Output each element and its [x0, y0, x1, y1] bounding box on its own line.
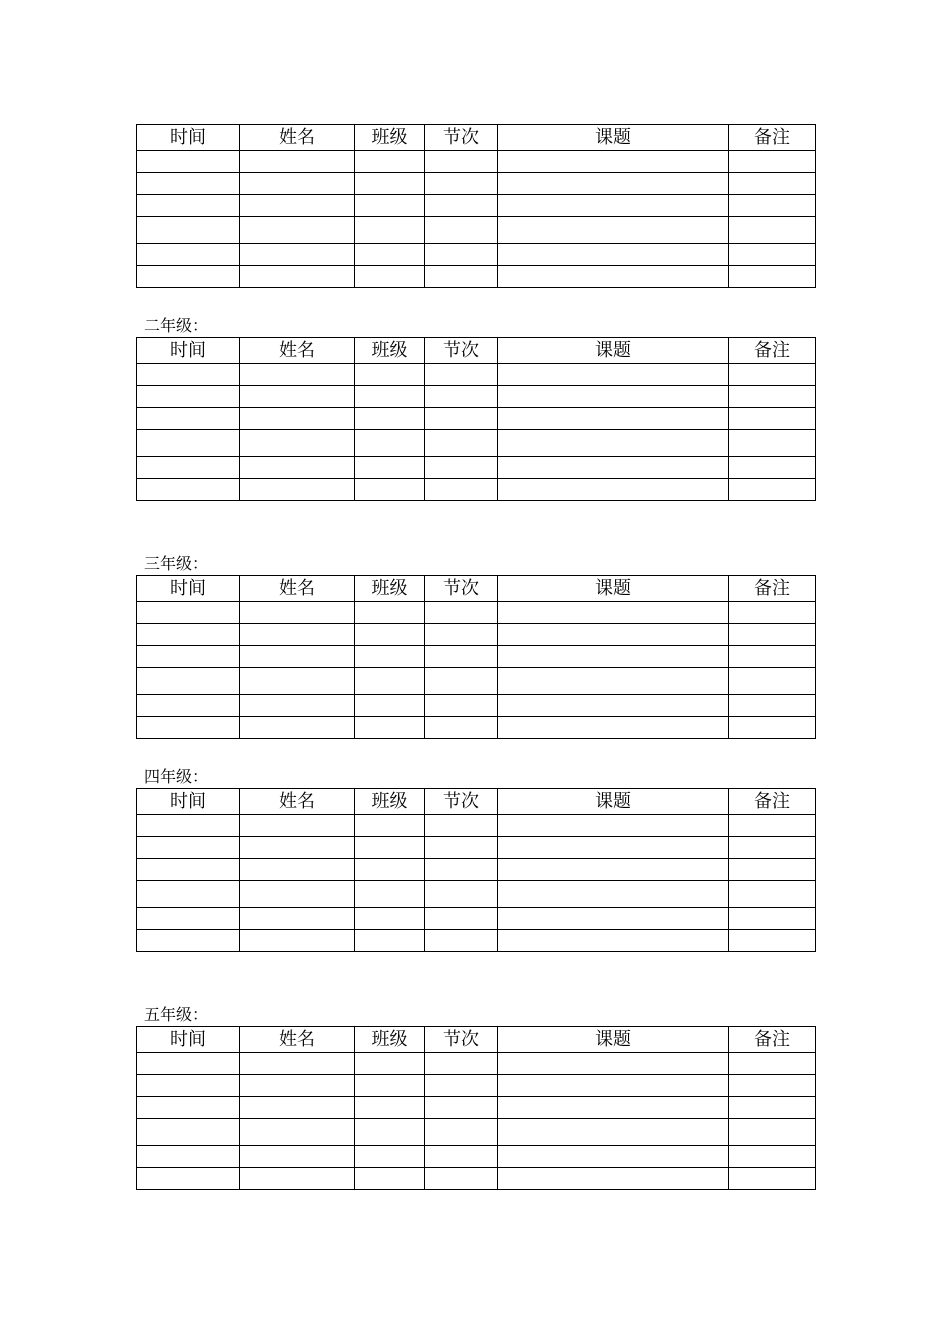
cell-class[interactable]: [355, 1097, 425, 1119]
table-row: [137, 624, 816, 646]
col-header-time: 时间: [137, 338, 240, 364]
cell-topic[interactable]: [498, 479, 729, 501]
cell-class[interactable]: [355, 217, 425, 244]
cell-topic[interactable]: [498, 217, 729, 244]
cell-period[interactable]: [425, 479, 498, 501]
cell-class[interactable]: [355, 837, 425, 859]
cell-class[interactable]: [355, 266, 425, 288]
cell-period[interactable]: [425, 908, 498, 930]
col-header-topic: 课题: [498, 338, 729, 364]
table-row: [137, 1119, 816, 1146]
cell-class[interactable]: [355, 408, 425, 430]
col-header-topic: 课题: [498, 789, 729, 815]
cell-time[interactable]: [137, 1119, 240, 1146]
cell-name[interactable]: [240, 930, 355, 952]
cell-class[interactable]: [355, 646, 425, 668]
cell-topic[interactable]: [498, 695, 729, 717]
cell-remarks[interactable]: [729, 266, 816, 288]
cell-remarks[interactable]: [729, 430, 816, 457]
table-row: [137, 244, 816, 266]
section-label: 五年级：: [144, 1005, 209, 1024]
table-row: [137, 151, 816, 173]
cell-time[interactable]: [137, 364, 240, 386]
col-header-topic: 课题: [498, 125, 729, 151]
cell-period[interactable]: [425, 815, 498, 837]
cell-topic[interactable]: [498, 930, 729, 952]
cell-remarks[interactable]: [729, 881, 816, 908]
cell-class[interactable]: [355, 859, 425, 881]
cell-period[interactable]: [425, 930, 498, 952]
cell-topic[interactable]: [498, 881, 729, 908]
cell-period[interactable]: [425, 408, 498, 430]
cell-topic[interactable]: [498, 859, 729, 881]
cell-time[interactable]: [137, 1075, 240, 1097]
cell-period[interactable]: [425, 457, 498, 479]
cell-period[interactable]: [425, 1053, 498, 1075]
cell-remarks[interactable]: [729, 217, 816, 244]
cell-name[interactable]: [240, 717, 355, 739]
cell-name[interactable]: [240, 408, 355, 430]
cell-name[interactable]: [240, 624, 355, 646]
cell-remarks[interactable]: [729, 1097, 816, 1119]
cell-time[interactable]: [137, 1097, 240, 1119]
col-header-time: 时间: [137, 789, 240, 815]
cell-topic[interactable]: [498, 386, 729, 408]
cell-period[interactable]: [425, 881, 498, 908]
table-row: [137, 195, 816, 217]
cell-period[interactable]: [425, 1146, 498, 1168]
cell-topic[interactable]: [498, 195, 729, 217]
col-header-class: 班级: [355, 789, 425, 815]
cell-remarks[interactable]: [729, 930, 816, 952]
table-row: [137, 815, 816, 837]
cell-name[interactable]: [240, 173, 355, 195]
cell-remarks[interactable]: [729, 717, 816, 739]
header-row: [137, 789, 816, 815]
cell-remarks[interactable]: [729, 173, 816, 195]
cell-topic[interactable]: [498, 151, 729, 173]
col-header-remarks: 备注: [729, 125, 816, 151]
cell-class[interactable]: [355, 624, 425, 646]
cell-topic[interactable]: [498, 815, 729, 837]
cell-topic[interactable]: [498, 717, 729, 739]
cell-time[interactable]: [137, 479, 240, 501]
cell-name[interactable]: [240, 1075, 355, 1097]
col-header-period: 节次: [425, 1027, 498, 1053]
cell-period[interactable]: [425, 1119, 498, 1146]
cell-topic[interactable]: [498, 244, 729, 266]
cell-class[interactable]: [355, 151, 425, 173]
cell-time[interactable]: [137, 668, 240, 695]
cell-topic[interactable]: [498, 408, 729, 430]
col-header-class: 班级: [355, 576, 425, 602]
cell-period[interactable]: [425, 266, 498, 288]
cell-remarks[interactable]: [729, 151, 816, 173]
cell-class[interactable]: [355, 173, 425, 195]
section-label: 三年级：: [144, 554, 209, 573]
table-row: [137, 1075, 816, 1097]
cell-remarks[interactable]: [729, 457, 816, 479]
cell-period[interactable]: [425, 1075, 498, 1097]
table-row: [137, 217, 816, 244]
header-row: [137, 1027, 816, 1053]
cell-period[interactable]: [425, 364, 498, 386]
cell-period[interactable]: [425, 859, 498, 881]
cell-remarks[interactable]: [729, 837, 816, 859]
cell-period[interactable]: [425, 217, 498, 244]
cell-period[interactable]: [425, 695, 498, 717]
table-row: [137, 364, 816, 386]
cell-remarks[interactable]: [729, 859, 816, 881]
col-header-name: 姓名: [240, 338, 355, 364]
cell-name[interactable]: [240, 1053, 355, 1075]
cell-period[interactable]: [425, 1097, 498, 1119]
cell-time[interactable]: [137, 195, 240, 217]
col-header-period: 节次: [425, 338, 498, 364]
cell-period[interactable]: [425, 173, 498, 195]
table-row: [137, 668, 816, 695]
cell-time[interactable]: [137, 624, 240, 646]
cell-name[interactable]: [240, 1119, 355, 1146]
col-header-name: 姓名: [240, 1027, 355, 1053]
cell-period[interactable]: [425, 386, 498, 408]
cell-time[interactable]: [137, 266, 240, 288]
cell-time[interactable]: [137, 859, 240, 881]
cell-remarks[interactable]: [729, 195, 816, 217]
cell-remarks[interactable]: [729, 602, 816, 624]
schedule-table: [136, 575, 816, 739]
cell-name[interactable]: [240, 646, 355, 668]
cell-remarks[interactable]: [729, 624, 816, 646]
col-header-class: 班级: [355, 1027, 425, 1053]
cell-name[interactable]: [240, 668, 355, 695]
cell-name[interactable]: [240, 695, 355, 717]
table-row: [137, 859, 816, 881]
cell-time[interactable]: [137, 244, 240, 266]
cell-class[interactable]: [355, 1146, 425, 1168]
cell-time[interactable]: [137, 1146, 240, 1168]
col-header-period: 节次: [425, 125, 498, 151]
cell-class[interactable]: [355, 930, 425, 952]
cell-period[interactable]: [425, 430, 498, 457]
cell-class[interactable]: [355, 244, 425, 266]
table-row: [137, 717, 816, 739]
col-header-name: 姓名: [240, 125, 355, 151]
cell-topic[interactable]: [498, 1053, 729, 1075]
cell-name[interactable]: [240, 837, 355, 859]
schedule-table: [136, 124, 816, 288]
cell-time[interactable]: [137, 173, 240, 195]
cell-time[interactable]: [137, 1168, 240, 1190]
cell-topic[interactable]: [498, 1119, 729, 1146]
cell-remarks[interactable]: [729, 908, 816, 930]
table-row: [137, 430, 816, 457]
cell-class[interactable]: [355, 815, 425, 837]
col-header-time: 时间: [137, 125, 240, 151]
cell-topic[interactable]: [498, 1146, 729, 1168]
header-row: [137, 338, 816, 364]
cell-name[interactable]: [240, 266, 355, 288]
cell-class[interactable]: [355, 195, 425, 217]
cell-remarks[interactable]: [729, 479, 816, 501]
cell-remarks[interactable]: [729, 1168, 816, 1190]
cell-topic[interactable]: [498, 1097, 729, 1119]
cell-period[interactable]: [425, 837, 498, 859]
schedule-table: [136, 337, 816, 501]
cell-period[interactable]: [425, 668, 498, 695]
cell-name[interactable]: [240, 386, 355, 408]
table-row: [137, 408, 816, 430]
cell-remarks[interactable]: [729, 1075, 816, 1097]
section-label: 四年级：: [144, 767, 209, 786]
col-header-remarks: 备注: [729, 789, 816, 815]
col-header-remarks: 备注: [729, 1027, 816, 1053]
table-row: [137, 646, 816, 668]
cell-period[interactable]: [425, 195, 498, 217]
cell-remarks[interactable]: [729, 1146, 816, 1168]
table-row: [137, 1146, 816, 1168]
cell-name[interactable]: [240, 1146, 355, 1168]
col-header-topic: 课题: [498, 576, 729, 602]
cell-remarks[interactable]: [729, 646, 816, 668]
cell-period[interactable]: [425, 646, 498, 668]
table-row: [137, 266, 816, 288]
col-header-name: 姓名: [240, 789, 355, 815]
cell-time[interactable]: [137, 430, 240, 457]
table-row: [137, 1097, 816, 1119]
cell-class[interactable]: [355, 1168, 425, 1190]
cell-time[interactable]: [137, 217, 240, 244]
cell-class[interactable]: [355, 602, 425, 624]
cell-remarks[interactable]: [729, 1119, 816, 1146]
table-row: [137, 930, 816, 952]
cell-time[interactable]: [137, 1053, 240, 1075]
cell-name[interactable]: [240, 1097, 355, 1119]
table-row: [137, 881, 816, 908]
cell-period[interactable]: [425, 151, 498, 173]
table-row: [137, 479, 816, 501]
table-row: [137, 837, 816, 859]
cell-time[interactable]: [137, 837, 240, 859]
cell-period[interactable]: [425, 1168, 498, 1190]
cell-name[interactable]: [240, 815, 355, 837]
section-label: 二年级：: [144, 316, 209, 335]
table-row: [137, 386, 816, 408]
cell-name[interactable]: [240, 430, 355, 457]
table-row: [137, 695, 816, 717]
cell-time[interactable]: [137, 881, 240, 908]
cell-name[interactable]: [240, 244, 355, 266]
table-row: [137, 173, 816, 195]
table-row: [137, 602, 816, 624]
table-row: [137, 908, 816, 930]
cell-topic[interactable]: [498, 602, 729, 624]
cell-topic[interactable]: [498, 266, 729, 288]
cell-name[interactable]: [240, 859, 355, 881]
cell-class[interactable]: [355, 881, 425, 908]
cell-topic[interactable]: [498, 364, 729, 386]
cell-class[interactable]: [355, 717, 425, 739]
cell-class[interactable]: [355, 364, 425, 386]
col-header-time: 时间: [137, 1027, 240, 1053]
cell-time[interactable]: [137, 386, 240, 408]
cell-topic[interactable]: [498, 430, 729, 457]
cell-name[interactable]: [240, 217, 355, 244]
cell-time[interactable]: [137, 717, 240, 739]
cell-name[interactable]: [240, 457, 355, 479]
cell-name[interactable]: [240, 151, 355, 173]
cell-remarks[interactable]: [729, 244, 816, 266]
col-header-class: 班级: [355, 338, 425, 364]
cell-class[interactable]: [355, 668, 425, 695]
cell-class[interactable]: [355, 1075, 425, 1097]
cell-name[interactable]: [240, 195, 355, 217]
cell-remarks[interactable]: [729, 1053, 816, 1075]
cell-remarks[interactable]: [729, 364, 816, 386]
cell-topic[interactable]: [498, 173, 729, 195]
cell-time[interactable]: [137, 646, 240, 668]
cell-time[interactable]: [137, 695, 240, 717]
schedule-table: [136, 1026, 816, 1190]
cell-name[interactable]: [240, 1168, 355, 1190]
cell-name[interactable]: [240, 908, 355, 930]
cell-time[interactable]: [137, 815, 240, 837]
header-row: [137, 576, 816, 602]
cell-topic[interactable]: [498, 837, 729, 859]
cell-topic[interactable]: [498, 1168, 729, 1190]
col-header-remarks: 备注: [729, 338, 816, 364]
schedule-table: [136, 788, 816, 952]
col-header-class: 班级: [355, 125, 425, 151]
cell-class[interactable]: [355, 1119, 425, 1146]
cell-period[interactable]: [425, 717, 498, 739]
cell-name[interactable]: [240, 602, 355, 624]
cell-time[interactable]: [137, 602, 240, 624]
cell-class[interactable]: [355, 430, 425, 457]
cell-name[interactable]: [240, 881, 355, 908]
cell-class[interactable]: [355, 695, 425, 717]
cell-time[interactable]: [137, 930, 240, 952]
cell-remarks[interactable]: [729, 668, 816, 695]
cell-period[interactable]: [425, 244, 498, 266]
cell-topic[interactable]: [498, 457, 729, 479]
cell-period[interactable]: [425, 602, 498, 624]
cell-topic[interactable]: [498, 908, 729, 930]
cell-topic[interactable]: [498, 668, 729, 695]
col-header-time: 时间: [137, 576, 240, 602]
col-header-topic: 课题: [498, 1027, 729, 1053]
cell-topic[interactable]: [498, 646, 729, 668]
cell-class[interactable]: [355, 386, 425, 408]
cell-class[interactable]: [355, 457, 425, 479]
cell-remarks[interactable]: [729, 695, 816, 717]
col-header-period: 节次: [425, 576, 498, 602]
cell-time[interactable]: [137, 908, 240, 930]
cell-time[interactable]: [137, 408, 240, 430]
cell-remarks[interactable]: [729, 815, 816, 837]
cell-remarks[interactable]: [729, 408, 816, 430]
cell-time[interactable]: [137, 457, 240, 479]
col-header-remarks: 备注: [729, 576, 816, 602]
table-row: [137, 1053, 816, 1075]
table-row: [137, 1168, 816, 1190]
col-header-period: 节次: [425, 789, 498, 815]
cell-topic[interactable]: [498, 624, 729, 646]
cell-class[interactable]: [355, 908, 425, 930]
cell-name[interactable]: [240, 364, 355, 386]
cell-class[interactable]: [355, 1053, 425, 1075]
cell-period[interactable]: [425, 624, 498, 646]
cell-time[interactable]: [137, 151, 240, 173]
cell-name[interactable]: [240, 479, 355, 501]
header-row: [137, 125, 816, 151]
cell-topic[interactable]: [498, 1075, 729, 1097]
cell-class[interactable]: [355, 479, 425, 501]
table-row: [137, 457, 816, 479]
col-header-name: 姓名: [240, 576, 355, 602]
cell-remarks[interactable]: [729, 386, 816, 408]
